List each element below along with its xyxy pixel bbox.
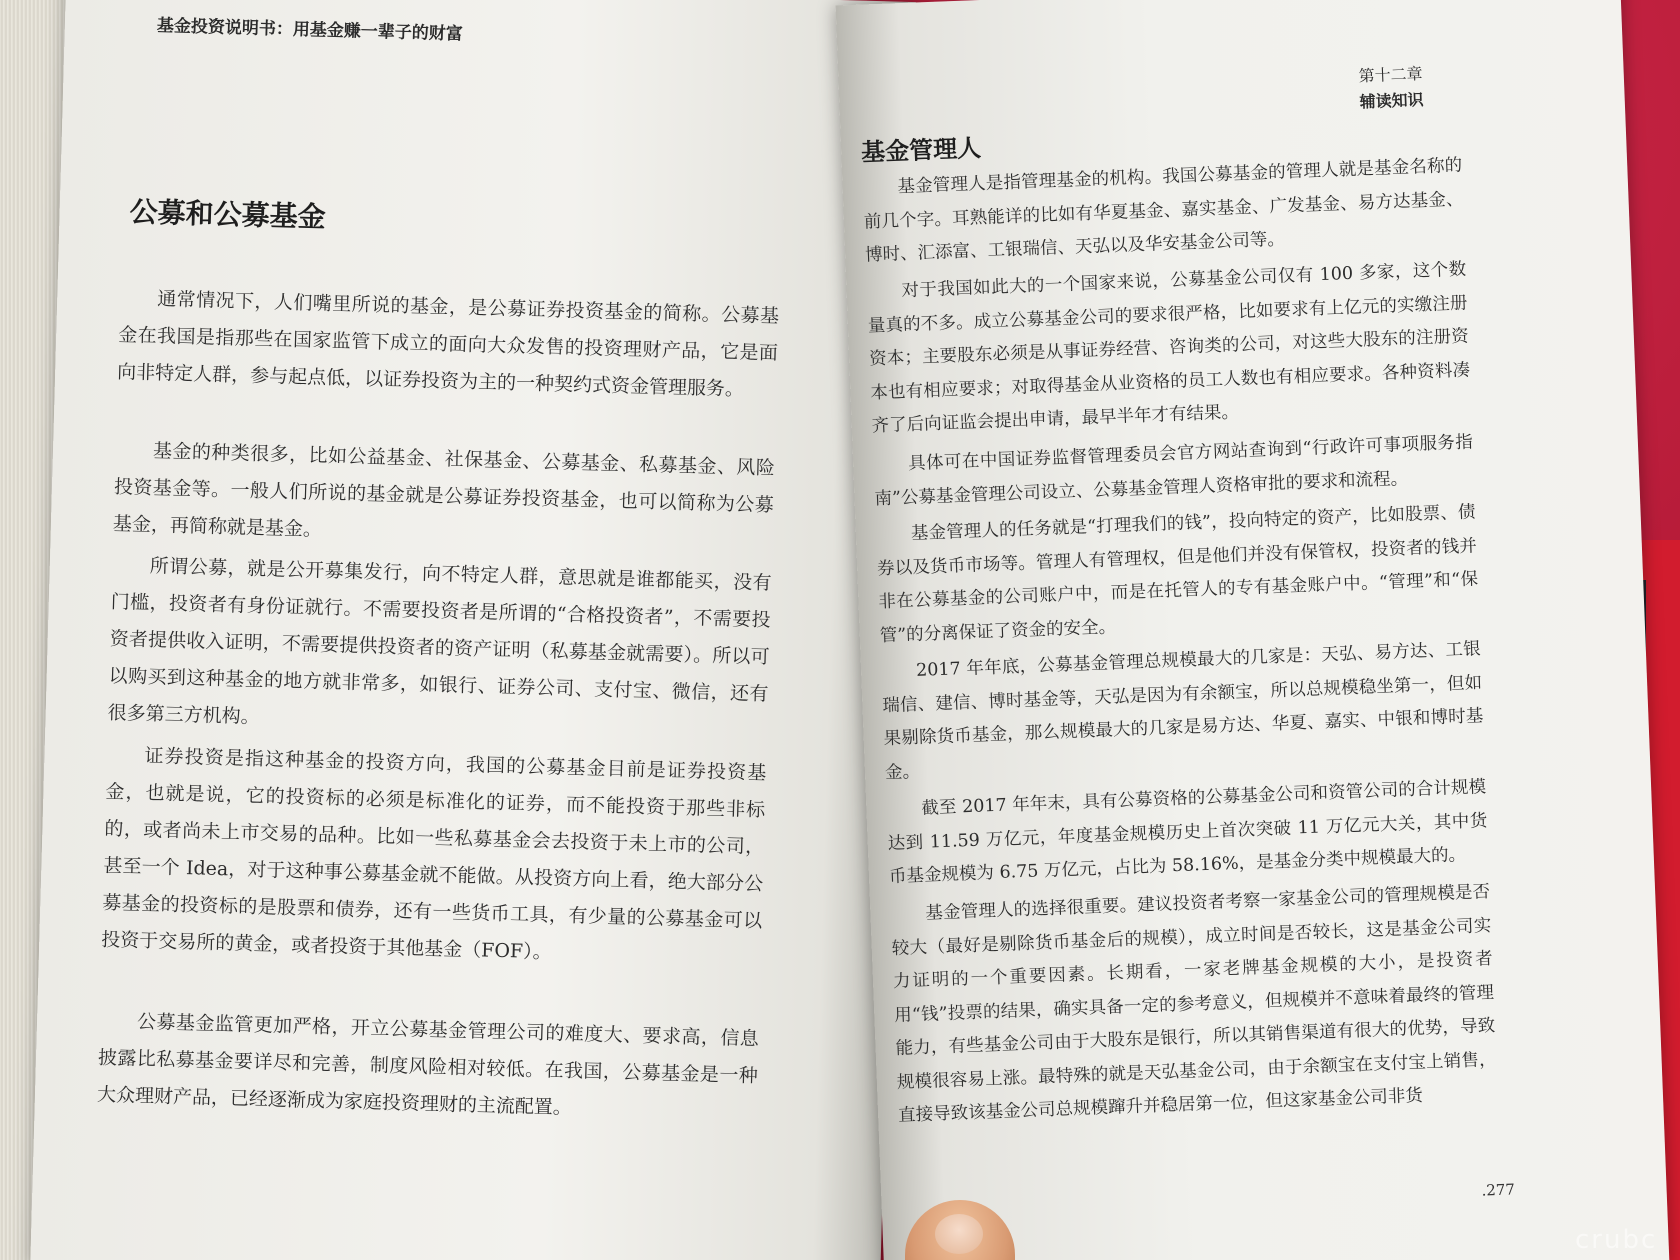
paragraph: 通常情况下，人们嘴里所说的基金，是公募证券投资基金的简称。公募基金在我国是指那些在国家监管下成立的面向大众发售的投资理财产品，它是面向非特定人群，参与起点低，以证券投资为主的一种契约式资金管理服务。	[116, 288, 780, 401]
paragraph: 2017 年年底，公募基金管理总规模最大的几家是：天弘、易方达、工银瑞信、建信、博时基金等，天弘是因为有余额宝，所以总规模稳坐第一，但如果剔除货币基金，那么规模最大的几家是易方达、华夏、嘉实、中银和博时基金。	[882, 639, 1484, 783]
right-page	[836, 0, 1670, 1260]
paragraph: 所谓公募，就是公开募集发行，向不特定人群，意思就是谁都能买，没有门槛，投资者有身份证就行。不需要投资者是所谓的“合格投资者”，不需要投资者提供收入证明，不需要提供投资者的资产证明（私募基金就需要）。所以可以购买到这种基金的地方就非常多，如银行、证券公司、支付宝、微信，还有很多第三方机构。	[107, 554, 772, 729]
paragraph: 具体可在中国证券监督管理委员会官方网站查询到“行政许可事项服务指南”公募基金管理公司设立、公募基金管理人资格审批的要求和流程。	[874, 432, 1474, 509]
chapter-subtitle: 辅读知识	[1359, 90, 1424, 112]
paragraph: 对于我国如此大的一个国家来说，公募基金公司仅有 100 多家，这个数量真的不多。成立公募基金公司的要求很严格，比如要求有上亿元的实缴注册资本；主要股东必须是从事证券经营、咨询类的公司，对这些大股东的注册资本也有相应要求；对取得基金从业资格的员工人数也有相应要求。各种资料凑齐了后向证监会提出申请，最早半年才有结果。	[867, 259, 1471, 437]
paragraph: 公募基金监管更加严格，开立公募基金管理公司的难度大、要求高，信息披露比私募基金要详尽和完善，制度风险相对较低。在我国，公募基金是一种大众理财产品，已经逐渐成为家庭投资理财的主流配置。	[96, 1010, 760, 1119]
paragraph: 基金管理人的选择很重要。建议投资者考察一家基金公司的管理规模是否较大（最好是剔除货币基金后的规模），成立时间是否较长，这是基金公司实力证明的一个重要因素。长期看，一家老牌基金规模的大小，是投资者用“钱”投票的结果，确实具备一定的参考意义，但规模并不意味着最终的管理能力，有些基金公司由于大股东是银行，所以其销售渠道有很大的优势，导致规模很容易上涨。最特殊的就是天弘基金公司，由于余额宝在支付宝上销售，直接导致该基金公司总规模蹿升并稳居第一位，但这家基金公司非货	[891, 882, 1497, 1126]
section-title: 公募和公募基金	[129, 195, 327, 234]
chapter-number: 第十二章	[1358, 64, 1423, 86]
running-head: 基金投资说明书：用基金赚一辈子的财富	[156, 15, 464, 45]
paragraph: 证券投资是指这种基金的投资方向，我国的公募基金目前是证券投资基金，也就是说，它的投资标的必须是标准化的证券，而不能投资于那些非标的，或者尚未上市交易的品种。比如一些私募基金会去投资于未上市的公司，甚至一个 Idea，对于这种事公募基金就不能做。从投资方向上看，绝大部分公募基金的投资标的是股票和债券，还有一些货币工具，有少量的公募基金可以投资于交易所的黄金，或者投资于其他基金（FOF）。	[101, 744, 767, 964]
paragraph: 基金的种类很多，比如公益基金、社保基金、公募基金、私募基金、风险投资基金等。一般人们所说的基金就是公募证券投资基金，也可以简称为公募基金，再简称就是基金。	[112, 439, 776, 541]
section-title: 基金管理人	[860, 133, 982, 167]
paragraph: 截至 2017 年年末，具有公募资格的公募基金公司和资管公司的合计规模达到 11.59 万亿元，年度基金规模历史上首次突破 11 万亿元大关，其中货币基金规模为 6.75 万亿元，占比为 58.16%，是基金分类中规模最大的。	[887, 777, 1488, 888]
paragraph: 基金管理人是指管理基金的机构。我国公募基金的管理人就是基金名称的前几个字。耳熟能详的比如有华夏基金、嘉实基金、广发基金、易方达基金、博时、汇添富、工银瑞信、天弘以及华安基金公司等。	[863, 155, 1464, 266]
page-number: .277	[1481, 1180, 1516, 1200]
paragraph: 基金管理人的任务就是“打理我们的钱”，投向特定的资产，比如股票、债券以及货币市场等。管理人有管理权，但是他们并没有保管权，投资者的钱并非在公募基金的公司账户中，而是在托管人的专有基金账户中。“管理”和“保管”的分离保证了资金的安全。	[876, 502, 1479, 646]
watermark: crubc	[1575, 1225, 1658, 1255]
thumb-nail	[935, 1214, 983, 1254]
left-page	[30, 0, 916, 1260]
